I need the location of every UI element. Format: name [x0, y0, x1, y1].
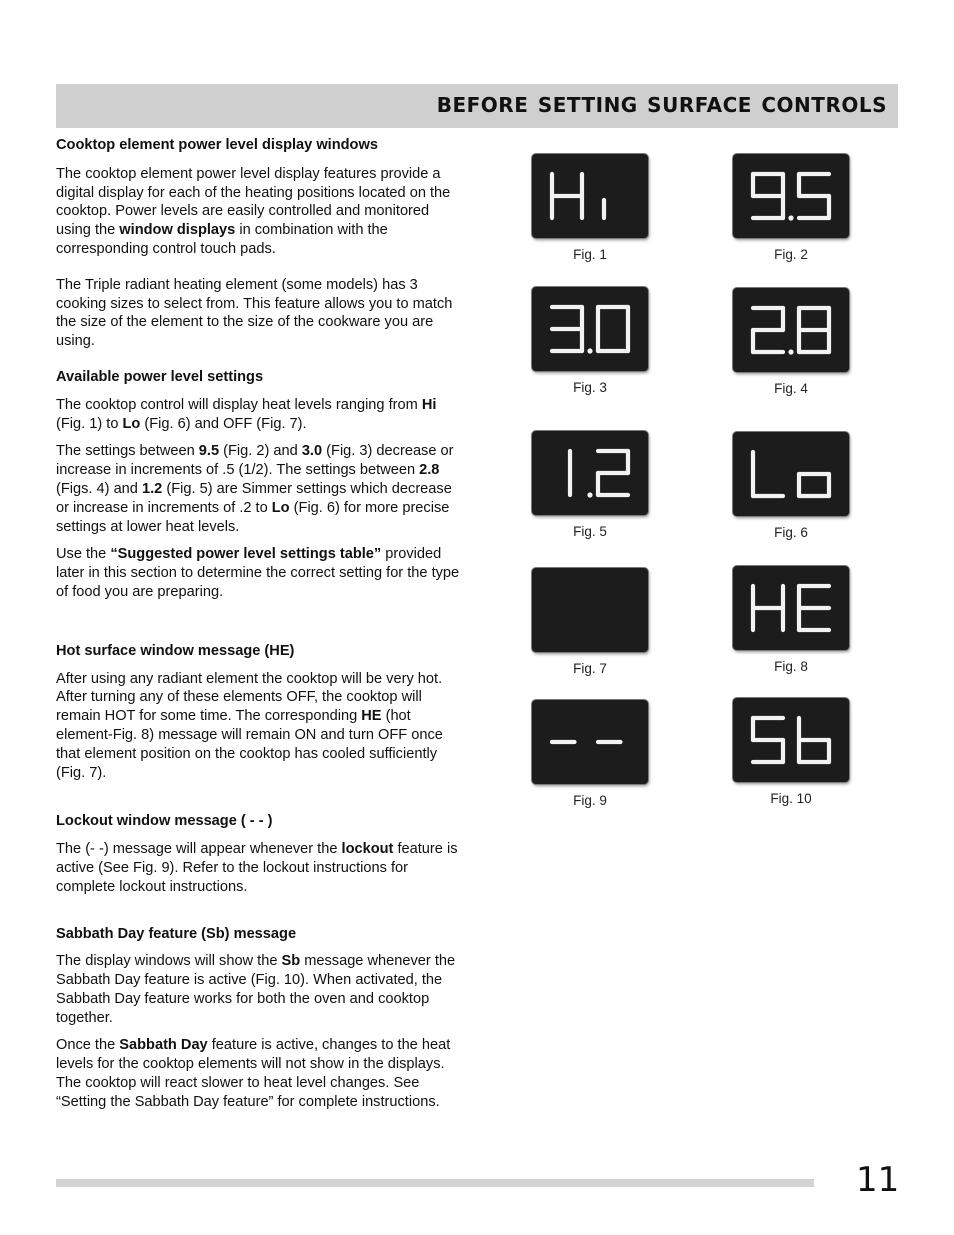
display-decimal-point — [788, 215, 793, 220]
display-window — [733, 566, 849, 650]
seven-segment-readout — [733, 432, 849, 516]
seven-segment-readout — [733, 698, 849, 782]
header-bar — [56, 84, 898, 128]
figure-7 — [520, 568, 660, 676]
text-run: The cooktop element power level display features provide a digital display for each of the heating positions located on the cooktop. Power levels are easily controlled and monitored using the — [56, 165, 451, 239]
bold-term: 2.8 — [419, 462, 440, 479]
display-decimal-point — [587, 348, 592, 353]
bold-term: Lo — [122, 415, 141, 432]
text-run: provided later in this section to determine the correct setting for the type of food you are preparing. — [56, 546, 460, 600]
display-window — [733, 432, 849, 516]
seven-segment-readout — [733, 566, 849, 650]
heading-display-windows: Cooktop element power level display windows — [56, 137, 378, 153]
text-column — [56, 136, 466, 1112]
text-run: feature is active (See Fig. 9). Refer to the lockout instructions for complete lockout instructions. — [56, 841, 458, 895]
page-number: 11 — [856, 1160, 900, 1200]
bold-term: 1.2 — [141, 480, 163, 497]
bold-term: “Suggested power level settings table” — [110, 546, 382, 563]
bold-term: Sabbath Day — [119, 1037, 208, 1054]
figure-caption: Fig. 10 — [770, 791, 812, 806]
text-run: The (- -) message will appear whenever the — [56, 841, 342, 858]
paragraph-sabbath-2 — [56, 1036, 466, 1111]
bold-term: Lo — [271, 499, 290, 516]
text-run: The display windows will show the — [56, 953, 282, 970]
figure-10 — [721, 698, 861, 806]
figure-2 — [721, 154, 861, 262]
heading-hot-surface: Hot surface window message (HE) — [56, 642, 295, 659]
figure-caption: Fig. 3 — [573, 380, 607, 395]
display-window — [532, 700, 648, 784]
figure-caption: Fig. 8 — [774, 659, 808, 674]
page-title: BEFORE SETTING SURFACE CONTROLS — [436, 93, 887, 117]
paragraph-sabbath-1 — [56, 952, 466, 1027]
text-run: (Fig. 5) are Simmer settings which decrease or increase in increments of .2 to — [56, 480, 452, 516]
figure-9 — [520, 700, 660, 808]
figure-1 — [520, 154, 660, 262]
figure-caption: Fig. 4 — [774, 381, 808, 396]
bold-term: window displays — [119, 222, 236, 239]
text-run: (Figs. 4) and — [56, 480, 142, 497]
bold-term: Hi — [421, 396, 437, 413]
display-window — [733, 288, 849, 372]
figure-5 — [520, 431, 660, 539]
figure-3 — [520, 287, 660, 395]
figure-caption: Fig. 5 — [573, 524, 607, 539]
figure-caption: Fig. 2 — [774, 247, 808, 262]
seven-segment-readout — [532, 431, 648, 515]
bold-term: 3.0 — [301, 443, 323, 460]
paragraph-power-levels-2 — [56, 442, 466, 536]
text-run: Use the — [56, 546, 111, 563]
seven-segment-readout — [733, 288, 849, 372]
text-run: feature is active, changes to the heat levels for the cooktop elements will not show in the displays. The cooktop will react slower to heat level changes. See “Setting the Sabbath Day feature” for complete instructions. — [56, 1037, 451, 1110]
figure-caption: Fig. 9 — [573, 793, 607, 808]
footer-bar — [56, 1179, 814, 1187]
display-decimal-point — [587, 492, 592, 497]
text-run: (Fig. 1) to — [56, 415, 123, 432]
bold-term: Sb — [281, 953, 301, 970]
text-run: (hot element-Fig. 8) message will remain ON and turn OFF once that element position on the cooktop has cooled sufficiently (Fig. 7). — [56, 708, 443, 781]
bold-term: lockout — [341, 841, 394, 858]
seven-segment-readout — [532, 287, 648, 371]
figure-caption: Fig. 6 — [774, 525, 808, 540]
paragraph-display-windows-1 — [56, 165, 466, 259]
text-run: The cooktop control will display heat levels ranging from — [56, 396, 422, 413]
seven-segment-readout — [532, 700, 648, 784]
seven-segment-readout — [733, 154, 849, 238]
figure-8 — [721, 566, 861, 674]
text-run: (Fig. 2) and — [219, 443, 302, 460]
paragraph-hot-surface — [56, 670, 466, 783]
heading-sabbath: Sabbath Day feature (Sb) message — [56, 925, 297, 942]
seven-segment-readout — [532, 568, 648, 652]
paragraph-lockout — [56, 840, 466, 896]
display-window — [532, 287, 648, 371]
bold-term: 9.5 — [198, 443, 220, 460]
text-run: Once the — [56, 1037, 120, 1054]
paragraph-display-windows-2: The Triple radiant heating element (some models) has 3 cooking sizes to select from. This feature allows you to match the size of the element to the size of the cookware you are using. — [56, 276, 453, 350]
text-run: message whenever the Sabbath Day feature is active (Fig. 10). When activated, the Sabbath Day feature works for both the oven and cooktop together. — [56, 953, 456, 1026]
text-run: in combination with the corresponding control touch pads. — [56, 222, 388, 257]
figure-6 — [721, 432, 861, 540]
display-window — [733, 698, 849, 782]
heading-power-levels: Available power level settings — [56, 368, 264, 385]
heading-lockout: Lockout window message ( - - ) — [56, 813, 273, 830]
text-run: (Fig. 6) for more precise settings at lower heat levels. — [56, 499, 450, 535]
display-window — [532, 431, 648, 515]
text-run: (Fig. 6) and OFF (Fig. 7). — [140, 415, 307, 432]
figure-4 — [721, 288, 861, 396]
display-window — [532, 154, 648, 238]
text-run: The settings between — [56, 443, 199, 460]
paragraph-power-levels-1 — [56, 396, 466, 434]
display-window — [532, 568, 648, 652]
paragraph-power-levels-3 — [56, 545, 466, 601]
text-run: (Fig. 3) decrease or increase in increments of .5 (1/2). The settings between — [56, 443, 454, 479]
text-run: After using any radiant element the cooktop will be very hot. After turning any of these elements OFF, the cooktop will remain HOT for some time. The corresponding — [56, 670, 443, 725]
figure-caption: Fig. 7 — [573, 661, 607, 676]
bold-term: HE — [361, 708, 382, 725]
display-decimal-point — [788, 349, 793, 354]
figure-caption: Fig. 1 — [573, 247, 607, 262]
display-window — [733, 154, 849, 238]
seven-segment-readout — [532, 154, 648, 238]
